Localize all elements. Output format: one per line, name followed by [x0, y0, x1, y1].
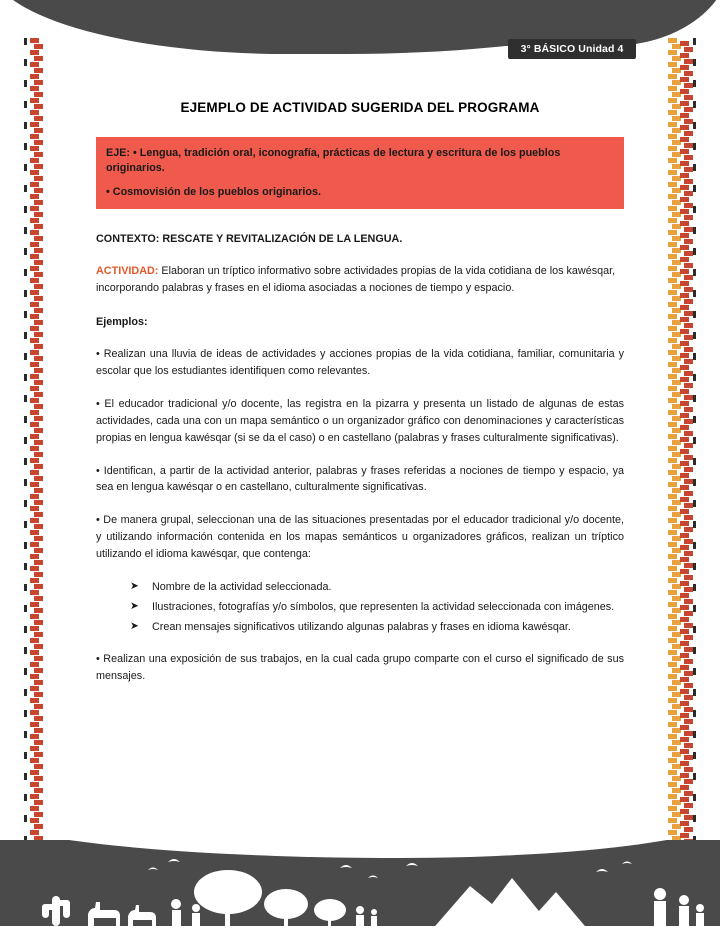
arrow-bullet-icon: ➤	[130, 620, 139, 633]
left-rail	[24, 38, 27, 848]
document-content	[96, 100, 624, 701]
arrow-bullet-icon: ➤	[130, 599, 139, 612]
list-item-label: Ilustraciones, fotografías y/o símbolos, que representen la actividad seleccionada con imágenes.	[152, 600, 615, 613]
bullet-paragraph: • Identifican, a partir de la actividad anterior, palabras y frases referidas a nociones de tiempo y espacio, ya sea en lengua kawésqar o en castellano, culturalmente significativas.	[96, 464, 624, 494]
right-decorative-border	[668, 38, 698, 848]
eje-line-2: • Cosmovisión de los pueblos originarios.	[106, 185, 321, 198]
list-item-label: Nombre de la actividad seleccionada.	[152, 580, 332, 593]
activity-paragraph	[96, 263, 624, 296]
examples-label: Ejemplos:	[96, 316, 148, 329]
arrow-bullet-icon: ➤	[130, 579, 139, 592]
eje-line-1: EJE: • Lengua, tradición oral, iconografía, prácticas de lectura y escritura de los pueblos originarios.	[106, 147, 561, 175]
landscape-silhouette	[0, 852, 720, 932]
bullet-paragraph: • El educador tradicional y/o docente, las registra en la pizarra y presenta un listado de algunas de estas actividades, cada una con un mapa semántico o un organizador gráfico con denominaciones y características propias en lengua kawésqar (si se da el caso) o en castellano (palabras y frases culturalmente significativas).	[96, 398, 624, 444]
left-zigzag	[30, 38, 43, 848]
page-title: EJEMPLO DE ACTIVIDAD SUGERIDA DEL PROGRAMA	[180, 100, 540, 115]
list-item	[130, 599, 624, 615]
list-item	[130, 579, 624, 595]
bullet-paragraph: • Realizan una lluvia de ideas de actividades y acciones propias de la vida cotidiana, familiar, comunitaria y escolar que los estudiantes identifiquen como relevantes.	[96, 348, 624, 378]
activity-label: ACTIVIDAD:	[96, 264, 159, 277]
list-item-label: Crean mensajes significativos utilizando algunas palabras y frases en idioma kawésqar.	[152, 621, 571, 634]
right-rail	[693, 38, 696, 848]
list-item	[130, 619, 624, 635]
left-decorative-border	[22, 38, 52, 848]
top-decorative-band	[0, 0, 720, 72]
eje-callout	[96, 137, 624, 209]
closing-paragraph: • Realizan una exposición de sus trabajos, en la cual cada grupo comparte con el curso el significado de sus mensajes.	[96, 653, 624, 683]
bullet-paragraph: • De manera grupal, seleccionan una de las situaciones presentadas por el educador tradicional y/o docente, y utilizando información contenida en los mapas semánticos u organizadores gráficos, realizan un tríptico utilizando el idioma kawésqar, que contenga:	[96, 514, 624, 560]
activity-text: Elaboran un tríptico informativo sobre actividades propias de la vida cotidiana de los kawésqar, incorporando palabras y frases en el idioma asociadas a nociones de tiempo y espacio.	[96, 264, 616, 294]
unit-badge: 3° BÁSICO Unidad 4	[508, 39, 636, 59]
context-line: CONTEXTO: RESCATE Y REVITALIZACIÓN DE LA LENGUA.	[96, 232, 403, 245]
bottom-decorative-band	[0, 840, 720, 932]
sub-item-list	[96, 579, 624, 636]
right-zigzag-inner	[680, 38, 693, 848]
